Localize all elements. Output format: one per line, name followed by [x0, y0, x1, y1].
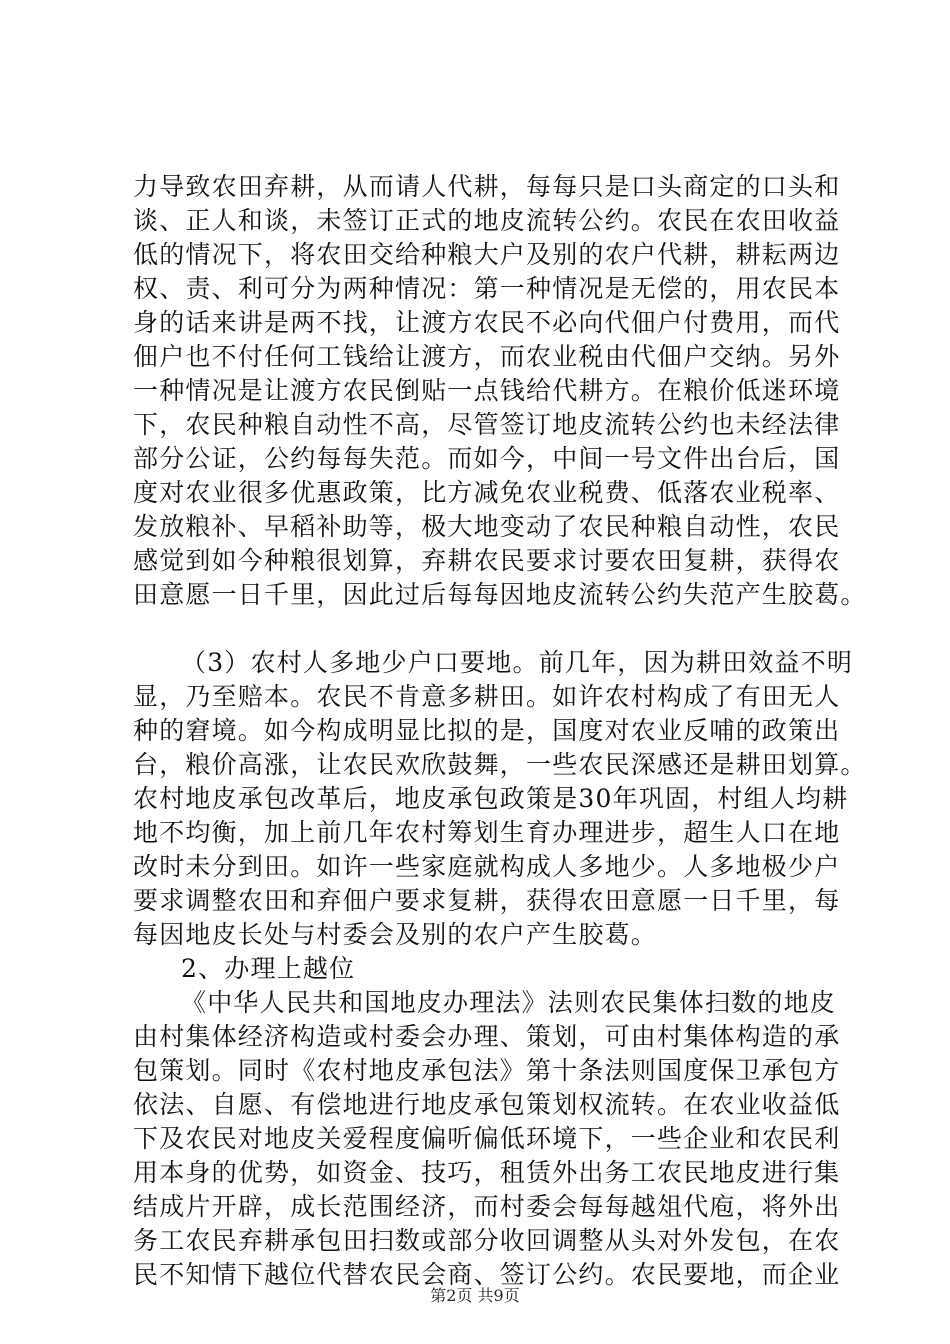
text-line: 包策划。同时《农村地皮承包法》第十条法则国度保卫承包方 [133, 1056, 841, 1085]
text-line: 下，农民种粮自动性不高，尽管签订地皮流转公约也未经法律 [133, 410, 841, 439]
text-line: 用本身的优势，如资金、技巧，租赁外出务工农民地皮进行集 [133, 1158, 841, 1187]
text-line: 民不知情下越位代替农民会商、签订公约。农民要地，而企业 [133, 1260, 841, 1289]
text-line: 权、责、利可分为两种情况：第一种情况是无偿的，用农民本 [133, 274, 841, 303]
text-line: 农村地皮承包改革后，地皮承包政策是30年巩固，村组人均耕 [133, 784, 849, 813]
text-line: （3）农村人多地少户口要地。前几年，因为耕田效益不明 [181, 648, 854, 677]
text-line: 一种情况是让渡方农民倒贴一点钱给代耕方。在粮价低迷环境 [133, 376, 841, 405]
text-line: 力导致农田弃耕，从而请人代耕，每每只是口头商定的口头和 [133, 172, 841, 201]
text-line: 每因地皮长处与村委会及别的农户产生胶葛。 [133, 920, 658, 949]
text-line: 种的窘境。如今构成明显比拟的是，国度对农业反哺的政策出 [133, 716, 841, 745]
text-line: 要求调整农田和弃佃户要求复耕，获得农田意愿一日千里，每 [133, 886, 841, 915]
section-heading: 2、办理上越位 [181, 954, 356, 983]
text-line: 田意愿一日千里，因此过后每每因地皮流转公约失范产生胶葛。 [133, 580, 867, 609]
text-line: 部分公证，公约每每失范。而如今，中间一号文件出台后，国 [133, 444, 841, 473]
text-line: 显，乃至赔本。农民不肯意多耕田。如许农村构成了有田无人 [133, 682, 841, 711]
paragraph-gap [133, 612, 853, 646]
page-number: 第2页 共9页 [430, 1286, 520, 1305]
text-line: 度对农业很多优惠政策，比方减免农业税费、低落农业税率、 [133, 478, 841, 507]
text-line: 台，粮价高涨，让农民欢欣鼓舞，一些农民深感还是耕田划算。 [133, 750, 867, 779]
text-line: 改时未分到田。如许一些家庭就构成人多地少。人多地极少户 [133, 852, 841, 881]
text-line: 由村集体经济构造或村委会办理、策划，可由村集体构造的承 [133, 1022, 841, 1051]
text-line: 《中华人民共和国地皮办理法》法则农民集体扫数的地皮 [181, 988, 837, 1017]
text-line: 发放粮补、早稻补助等，极大地变动了农民种粮自动性，农民 [133, 512, 841, 541]
text-line: 佃户也不付任何工钱给让渡方，而农业税由代佃户交纳。另外 [133, 342, 841, 371]
text-line: 下及农民对地皮关爱程度偏听偏低环境下，一些企业和农民利 [133, 1124, 841, 1153]
text-line: 地不均衡，加上前几年农村筹划生育办理进步，超生人口在地 [133, 818, 841, 847]
text-line: 身的话来讲是两不找，让渡方农民不必向代佃户付费用，而代 [133, 308, 841, 337]
text-line: 感觉到如今种粮很划算，弃耕农民要求讨要农田复耕，获得农 [133, 546, 841, 575]
text-line: 依法、自愿、有偿地进行地皮承包策划权流转。在农业收益低 [133, 1090, 841, 1119]
text-line: 务工农民弃耕承包田扫数或部分收回调整从头对外发包，在农 [133, 1226, 841, 1255]
text-line: 结成片开辟，成长范围经济，而村委会每每越俎代庖，将外出 [133, 1192, 841, 1221]
document-body [133, 170, 867, 1292]
text-line: 谈、正人和谈，未签订正式的地皮流转公约。农民在农田收益 [133, 206, 841, 235]
text-line: 低的情况下，将农田交给种粮大户及别的农户代耕，耕耘两边 [133, 240, 841, 269]
